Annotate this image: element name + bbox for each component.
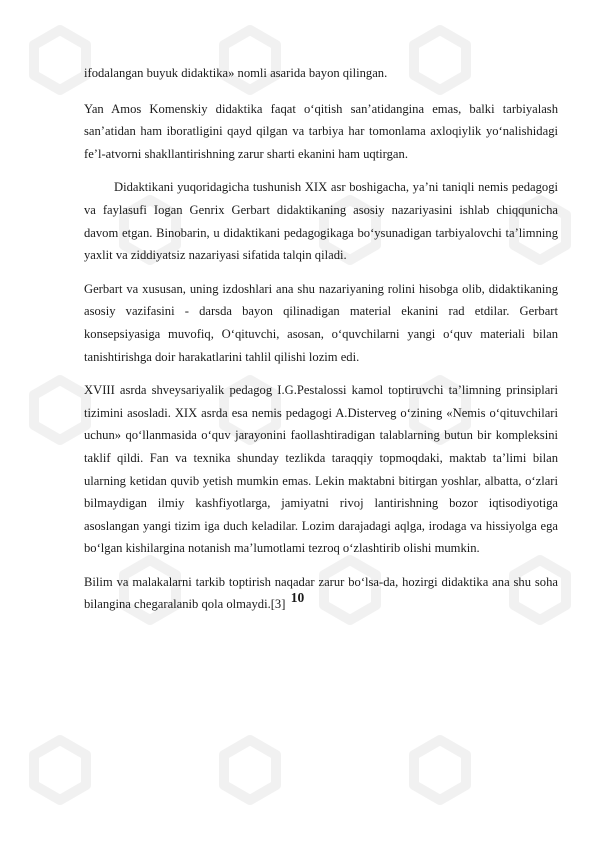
watermark-shape xyxy=(224,740,276,800)
paragraph-2: Yan Amos Komenskiy didaktika faqat o‘qitish san’atidangina emas, balki tarbiyalash san’atidan ham iboratligini qayd qilgan va tarbiya har tomonlama axloqiylik yo‘nalishidagi fe’l-atvorni shakllantirishning zarur sharti ekanini ham uqtirgan. xyxy=(84,101,558,161)
paragraph-5: XVIII asrda shveysariyalik pedagog I.G.Pestalossi kamol toptiruvchi ta’limning prinsiplari tizimini asosladi. XIX asrda esa nemis pedagogi A.Disterveg o‘zining «Nemis o‘qituvchilari uchun» qo‘llanmasida o‘quv jarayonini faollashtiradigan talablarning butun bir kompleksini taklif qildi. Fan va texnika shunday tezlikda taraqqiy topmoqdaki, maktab ta’limi bilan ularning ketidan quvib yetish mumkin emas. Lekin maktabni bitirgan yoshlar, albatta, o‘zlari bilmaydigan ilmiy kashfiyotlarga, jamiyatni rivoj lantirishning bozor iqtisodiyotiga asoslangan yangi tizim iga duch keladilar. Lozim darajadagi aqlga, irodaga va hissiyolga ega bo‘lgan kishilargina notanish ma’lumotlami tezroq o‘zlashtirib olishi mumkin. xyxy=(84,383,558,556)
paragraph-1: ifodalangan buyuk didaktika» nomli asarida bayon qilingan. xyxy=(84,66,388,80)
paragraph-3: Didaktikani yuqoridagicha tushunish XIX asr boshigacha, ya’ni taniqli nemis pedagogi va faylasufi Iogan Genrix Gerbart didaktikaning asosiy nazariyasini ishlab chiqqunicha davom etgan. Binobarin, u didaktikani pedagogikaga bo‘ysunadigan tarbiyalovchi ta’limning yaxlit va ziddiyatsiz nazariyasi sifatida talqin qiladi. xyxy=(84,180,558,263)
watermark-shape xyxy=(414,740,466,800)
page-number: 10 xyxy=(290,590,305,605)
watermark-shape xyxy=(34,740,86,800)
document-body xyxy=(84,62,558,616)
paragraph-6: Bilim va malakalarni tarkib toptirish naqadar zarur bo‘lsa-da, hozirgi didaktika ana shu soha bilangina chegaralanib qola olmaydi.[3] xyxy=(84,574,558,612)
paragraph-4: Gerbart va xususan, uning izdoshlari ana shu nazariyaning rolini hisobga olib, didaktikaning asosiy vazifasini - darsda bayon qilinadigan material ekanini rad etdilar. Gerbart konsepsiyasiga muvofiq, O‘qituvchi, asosan, o‘quvchilarni yangi o‘quv materiali bilan tanishtirishga doir harakatlarini tahlil qilishi lozim edi. xyxy=(84,281,558,364)
watermark-shape xyxy=(34,30,86,90)
watermark-shape xyxy=(34,380,86,440)
